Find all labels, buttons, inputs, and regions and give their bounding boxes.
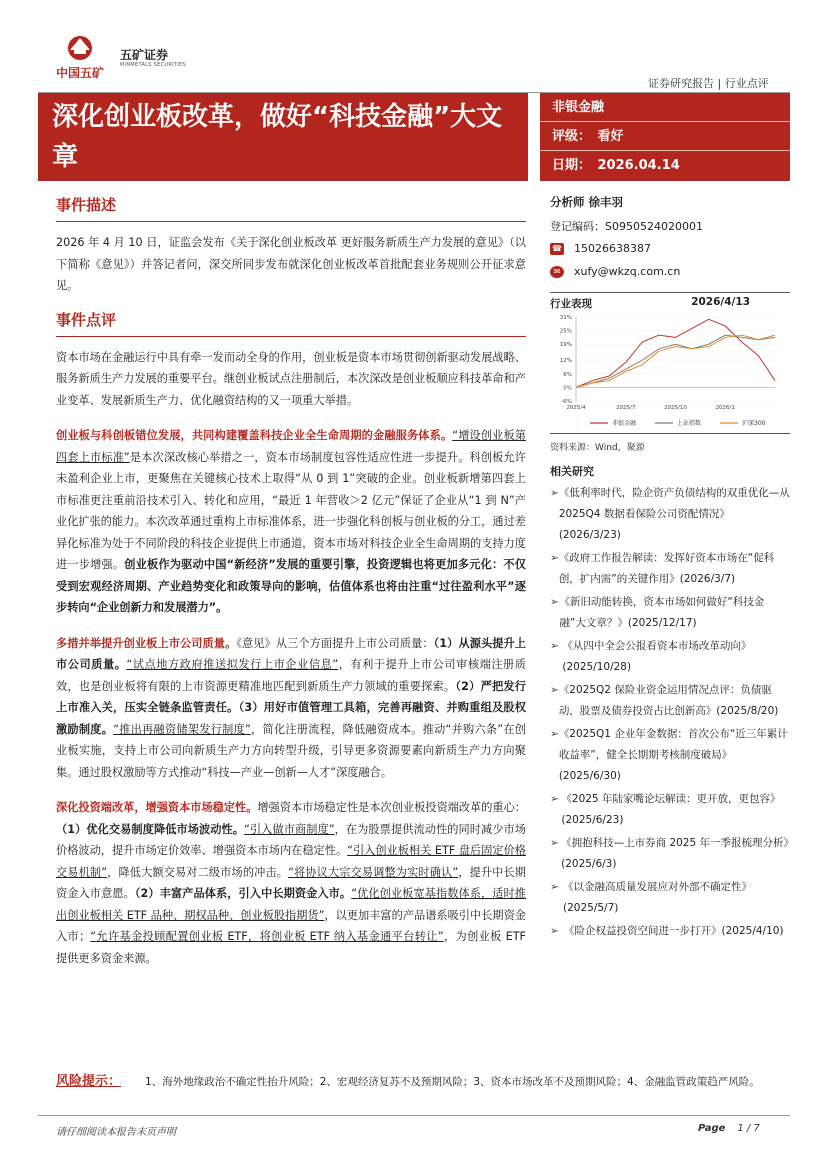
related-item[interactable] xyxy=(550,724,790,787)
comment-p1 xyxy=(56,425,526,619)
p2-text1: 《意见》从三个方面提升上市公司质量： xyxy=(236,636,434,650)
y-tick-label: 25% xyxy=(559,328,572,335)
legend-label: 非银金融 xyxy=(612,420,637,427)
performance-chart xyxy=(550,292,790,434)
page-label: Page xyxy=(698,1123,726,1134)
p3-text4: ，提升中长期资金入市意愿。 xyxy=(56,865,526,900)
related-item[interactable] xyxy=(550,680,790,722)
arrow-bullet-icon: ➢ xyxy=(550,793,559,805)
related-item-text: 《2025Q2 保险业资金运用情况点评：负债驱动，股票及债券投资占比创新高》(2025/8/20) xyxy=(558,684,779,717)
chart-date: 2026/4/13 xyxy=(691,296,750,308)
related-item-text: 《2025Q1 企业年金数据：首次公布“近三年累计收益率”，健全长期期考核制度破局》(2025/6/30) xyxy=(558,728,788,782)
p3-quote4: “优化创业板宽基指数体系，适时推出创业板相关 ETF 品种、期权品种、创业板股指期货” xyxy=(56,887,526,922)
x-tick-label: 2025/4 xyxy=(566,405,586,411)
y-tick-label: 0% xyxy=(563,385,572,392)
p2-quote1: “试点地方政府推送拟发行上市企业信息” xyxy=(126,658,339,671)
related-item[interactable] xyxy=(550,877,790,919)
report-type: 证券研究报告 | 行业点评 xyxy=(648,77,769,90)
section-title-event: 事件描述 xyxy=(56,196,117,214)
section-divider xyxy=(56,336,526,337)
phone-icon: ☎ xyxy=(550,243,564,255)
right-column xyxy=(550,194,790,944)
p2-text2: ，有利于提升上市公司审核端注册质效，也是创业板将有限的上市资源更精准地匹配到新质生产力领域的重要探索。 xyxy=(56,658,526,693)
arrow-bullet-icon: ➢ xyxy=(550,640,559,652)
p3-quote3: “将协议大宗交易调整为实时确认” xyxy=(288,865,459,879)
section-title-comment: 事件点评 xyxy=(56,310,117,329)
p3-quote1: “引入做市商制度” xyxy=(244,822,335,836)
info-box xyxy=(540,93,790,181)
p2-quote2: “推出再融资储架发行制度” xyxy=(113,722,251,736)
related-item[interactable] xyxy=(550,921,790,942)
brand-name: 五矿证券 xyxy=(120,48,169,62)
p1-bold: 创业板作为驱动中国“新经济”发展的重要引擎，投资逻辑也将更加多元化：不仅受到宏观经济周期、产业趋势变化和政策导向的影响，估值体系也将由注重“过往盈利水平”逐步转向“企业创新力和发展潜力”。 xyxy=(56,558,526,614)
related-item-text: 《从四中全会公报看资本市场改革动向》(2025/10/28) xyxy=(562,640,752,673)
related-title: 相关研究 xyxy=(550,465,594,478)
y-tick-label: 31% xyxy=(559,315,572,321)
rating-label: 评级： 看好 xyxy=(540,122,790,151)
email-icon: ✉ xyxy=(550,266,564,278)
analyst-email: xufy@wkzq.com.cn xyxy=(574,265,681,278)
p3-text3: ，降低大额交易对二级市场的冲击。 xyxy=(107,865,289,879)
arrow-bullet-icon: ➢ xyxy=(550,487,559,499)
y-tick-label: 19% xyxy=(559,342,572,349)
related-item[interactable] xyxy=(550,833,790,875)
p3-text5: ，以更加丰富的产品谱系吸引中长期资金入市； xyxy=(56,908,526,943)
p3-quote2: “引入创业板相关 ETF 盘后固定价格交易机制” xyxy=(56,844,526,879)
p1-quote: “增设创业板第四套上市标准” xyxy=(56,429,526,464)
related-item-text: 《2025 年陆家嘴论坛解读：更开放，更包容》(2025/6/23) xyxy=(561,793,781,826)
section-divider xyxy=(56,221,526,222)
related-item[interactable] xyxy=(550,592,790,634)
p3-text2: ，在为股票提供流动性的同时减少市场价格波动，提升市场定价效率、增强资本市场内在稳定性。 xyxy=(56,822,526,857)
p2-text3: ，简化注册流程，降低融资成本。推动“并购六条”在创业板实施，支持上市公司向新质生产力方向转型升级，引导更多资源要素向新质生产力方向聚集。通过股权激励等方式推动“科技—产业—创新—人才”深度融合。 xyxy=(56,722,526,779)
p2-bold2: （2）严把发行上市准入关，压实全链条监管责任。（3）用好市值管理工具箱，完善再融资、并购重组及股权激励制度。 xyxy=(56,679,526,736)
legend-label: 沪深300 xyxy=(742,420,766,427)
p3-text1: 增强资本市场稳定性是本次创业板投资端改革的重心： xyxy=(257,801,526,814)
left-column xyxy=(56,194,526,969)
p3-quote5: “允许基金投顾配置创业板 ETF，将创业板 ETF 纳入基金通平台转让” xyxy=(90,930,444,943)
chart-title: 行业表现 xyxy=(550,298,592,310)
p3-heading: 深化投资端改革，增强资本市场稳定性。 xyxy=(56,801,258,814)
related-item-text: 《险企权益投资空间进一步打开》(2025/4/10) xyxy=(564,925,784,937)
y-tick-label: 6% xyxy=(563,371,572,378)
risk-text: 1、海外地缘政治不确定性抬升风险；2、宏观经济复苏不及预期风险；3、资本市场改革不及预期风险；4、金融监管政策趋严风险。 xyxy=(145,1076,760,1088)
date-label: 日期： 2026.04.14 xyxy=(552,158,680,173)
arrow-bullet-icon: ➢ xyxy=(550,837,559,849)
p2-bold1: （1）从源头提升上市公司质量。 xyxy=(56,636,526,671)
related-list xyxy=(550,483,790,942)
footer-divider xyxy=(38,1115,790,1116)
related-item-text: 《拥抱科技—上市券商 2025 年一季报梳理分析》(2025/6/3) xyxy=(561,837,789,870)
analyst-phone: 15026638387 xyxy=(574,242,651,255)
series-line-非银金融 xyxy=(576,319,775,387)
p1-heading: 创业板与科创板错位发展，共同构建覆盖科技企业全生命周期的金融服务体系。 xyxy=(56,429,453,442)
x-tick-label: 2025/10 xyxy=(664,405,687,411)
related-item-text: 《新旧动能转换，资本市场如何做好“科技金融”大文章？》(2025/12/17) xyxy=(559,596,765,629)
arrow-bullet-icon: ➢ xyxy=(550,684,559,696)
comment-p2 xyxy=(56,633,526,784)
arrow-bullet-icon: ➢ xyxy=(550,552,559,564)
logo-text: 中国五矿 xyxy=(56,66,105,80)
analyst-reg: 登记编码：S0950524020001 xyxy=(550,220,703,233)
related-item-text: 《低利率时代，险企资产负债结构的双重优化—从 2025Q4 数据看保险公司资配情况》(2026/3/23) xyxy=(558,487,790,541)
p3-text6: ，为创业板 ETF 提供更多资金来源。 xyxy=(56,930,526,965)
sector-label: 非银金融 xyxy=(540,93,790,122)
arrow-bullet-icon: ➢ xyxy=(550,925,559,937)
y-tick-label: 12% xyxy=(559,358,572,365)
arrow-bullet-icon: ➢ xyxy=(550,881,559,893)
chart-svg xyxy=(550,311,790,433)
x-tick-label: 2025/7 xyxy=(616,405,636,411)
analyst-email-row xyxy=(550,265,790,278)
legend-label: 上证指数 xyxy=(677,420,702,427)
related-item[interactable] xyxy=(550,636,790,678)
p1-text: 是本次深改核心举措之一，资本市场制度包容性适应性进一步提升。科创板允许未盈利企业上市，更聚焦在关键核心技术上取得“从 0 到 1”突破的企业。创业板新增第四套上市标准更注重前沿技术引入、转化和应用，“最近 1 年营收＞2 亿元”保证了企业从“1 到 N”产业化扩张的能力。本次改革通过重构上市标准体系，进一步强化科创板与创业板的分工，通过差异化标准为处于不同阶段的科技企业提供上市通道，资本市场对科技企业全生命周期的支持力度进一步增强。 xyxy=(56,450,526,571)
risk-row xyxy=(56,1070,790,1089)
comment-p3 xyxy=(56,797,526,969)
p2-heading: 多措并举提升创业板上市公司质量。 xyxy=(56,636,237,650)
arrow-bullet-icon: ➢ xyxy=(550,596,559,608)
y-tick-label: -6% xyxy=(561,399,572,405)
analyst-name: 分析师 徐丰羽 xyxy=(550,195,624,209)
chart-source: 资料来源：Wind，聚源 xyxy=(550,443,645,453)
footer-page xyxy=(698,1123,760,1134)
analyst-phone-row xyxy=(550,242,790,255)
p3-bold1: （1）优化交易制度降低市场波动性。 xyxy=(56,822,245,836)
footer-disclaimer: 请仔细阅读本报告末页声明 xyxy=(56,1127,176,1138)
related-item[interactable] xyxy=(550,789,790,831)
p3-bold2: （2）丰富产品体系，引入中长期资金入市。 xyxy=(134,887,352,900)
page-number: 1 / 7 xyxy=(737,1123,760,1134)
related-item[interactable] xyxy=(550,548,790,590)
event-desc-text: 2026 年 4 月 10 日，证监会发布《关于深化创业板改革 更好服务新质生产力发展的意见》（以下简称《意见》）并答记者问，深交所同步发布就深化创业板改革首批配套业务规则公开征求意见。 xyxy=(56,236,526,292)
arrow-bullet-icon: ➢ xyxy=(550,728,559,740)
comment-intro: 资本市场在金融运行中具有牵一发而动全身的作用，创业板是资本市场贯彻创新驱动发展战略、服务新质生产力发展的重要平台。继创业板试点注册制后，本次深改是创业板顺应科技革命和产业变革、发展新质生产力、优化融资结构的又一项重大举措。 xyxy=(56,350,526,407)
risk-label: 风险提示： xyxy=(56,1074,122,1089)
x-tick-label: 2026/1 xyxy=(715,405,735,411)
related-item-text: 《政府工作报告解读：发挥好资本市场在“促科创，扩内需”的关键作用》(2026/3/7) xyxy=(558,552,775,585)
series-line-上证指数 xyxy=(576,335,775,387)
related-item-text: 《以金融高质量发展应对外部不确定性》(2025/5/7) xyxy=(563,881,752,914)
related-item[interactable] xyxy=(550,483,790,546)
page-title: 深化创业板改革，做好“科技金融”大文章 xyxy=(38,93,528,181)
brand-sub: MINMETALS SECURITIES xyxy=(120,62,186,68)
